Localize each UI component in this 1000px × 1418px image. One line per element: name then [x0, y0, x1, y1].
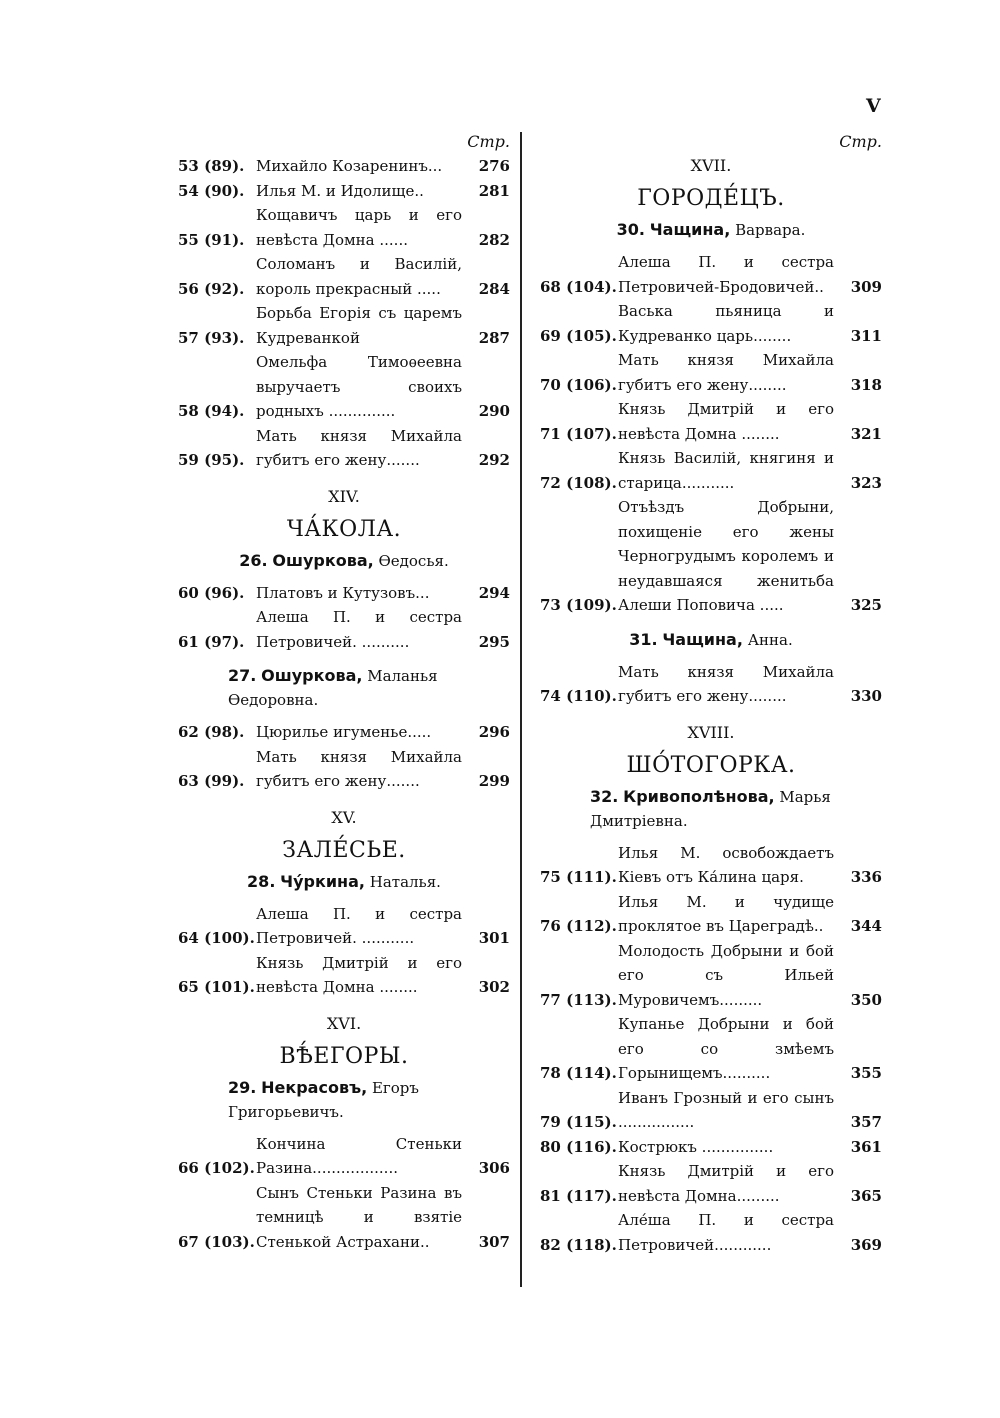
singer-heading [178, 1076, 510, 1124]
toc-entry [178, 581, 510, 606]
toc-entry [540, 495, 882, 618]
entry-number: 80 (116). [540, 1137, 617, 1156]
section-roman-numeral: XV. [331, 807, 357, 827]
entry-page: 296 [478, 723, 510, 741]
entry-title: Алеша П. и сестра Петровичей. ........... [256, 904, 462, 947]
entry-page: 318 [850, 375, 882, 394]
toc-entry [540, 841, 882, 890]
entry-number: 55 (91). [178, 230, 245, 249]
singer-heading [178, 664, 510, 712]
entry-number: 73 (109). [540, 596, 617, 614]
entry-number: 67 (103). [178, 1232, 255, 1251]
entry-page: 276 [478, 157, 510, 175]
entry-title: Алеша П. и сестра Петровичей-Бродовичей.. [618, 253, 834, 296]
entry-title: Князь Дмитрій и его невѣста Домна......... [618, 1162, 834, 1205]
singer-number: 31. [629, 629, 658, 649]
entry-page: 282 [478, 230, 510, 249]
singer-given-name: Егоръ Григорьевичъ. [228, 1078, 419, 1121]
singer-surname: Чащина, [662, 629, 743, 649]
toc-entry [178, 1132, 510, 1181]
entry-number: 79 (115). [540, 1113, 617, 1131]
toc-entry [178, 179, 510, 204]
entry-number: 53 (89). [178, 157, 245, 175]
toc-entry [540, 446, 882, 495]
section-place-name: ГОРОДЕ́ЦЪ. [637, 186, 785, 211]
singer-heading [540, 628, 882, 652]
entry-page: 355 [850, 1064, 882, 1082]
singer-given-name: Анна. [742, 630, 793, 649]
toc-entry [178, 203, 510, 252]
entry-number: 75 (111). [540, 868, 617, 886]
entry-title: Васька пьяница и Кудреванко царь........ [618, 302, 834, 345]
entry-number: 63 (99). [178, 772, 245, 790]
entries-block [178, 154, 510, 473]
entry-page: 325 [850, 596, 882, 614]
entry-number: 77 (113). [540, 990, 617, 1009]
toc-entry [540, 1086, 882, 1135]
toc-entry [540, 299, 882, 348]
entry-page: 284 [478, 279, 510, 298]
singer-number: 32. [590, 786, 619, 806]
entry-title: Алеша П. и сестра Петровичей. .......... [256, 608, 462, 651]
entry-page: 281 [478, 181, 510, 200]
entry-title: Илья М. освобождаетъ Кіевъ отъ Ка́лина царя. [618, 843, 834, 886]
section-place-name: ЗАЛЕ́СЬЕ. [282, 837, 406, 863]
toc-entry [540, 348, 882, 397]
singer-heading [540, 218, 882, 242]
entry-page: 287 [478, 328, 510, 347]
entry-number: 61 (97). [178, 632, 245, 651]
right-column [540, 130, 882, 1257]
toc-entry [178, 252, 510, 301]
entry-page: 299 [478, 772, 510, 790]
singer-given-name: Маланья Ѳедоровна. [228, 667, 438, 709]
singer-given-name: Ѳедосья. [373, 551, 449, 570]
entry-title: Илья М. и чудище проклятое въ Цареградѣ.. [618, 892, 834, 935]
page-number: V [866, 95, 881, 117]
entry-title: Князь Василій, княгиня и старица........... [618, 449, 834, 492]
entry-title: Цюрилье игуменье..... [256, 723, 432, 741]
entry-title: Кончина Стеньки Разина.................. [256, 1134, 462, 1177]
toc-entry [540, 1159, 882, 1208]
entry-page: 292 [478, 451, 510, 469]
section-roman-numeral: XVIII. [687, 722, 735, 742]
entry-page: 321 [850, 424, 882, 443]
toc-entry [178, 720, 510, 745]
singer-surname: Некрасовъ, [261, 1077, 368, 1097]
entry-title: Мать князя Михайла губитъ его жену....... [256, 747, 462, 790]
toc-entry [540, 1135, 882, 1160]
singer-given-name: Наталья. [364, 872, 441, 891]
section-roman-numeral: XVII. [690, 156, 732, 175]
toc-entry [178, 951, 510, 1000]
entry-title: Соломанъ и Василій, король прекрасный ..... [256, 255, 462, 298]
singer-surname: Ошуркова, [261, 666, 363, 685]
entry-page: 309 [850, 277, 882, 296]
entry-page: 369 [850, 1235, 882, 1254]
section-roman-numeral: XIV. [328, 486, 360, 506]
entry-page: 344 [850, 917, 882, 935]
toc-entry [178, 605, 510, 654]
section-place-name: ВѢ́ЕГОРЫ. [279, 1043, 409, 1069]
entry-title: Борьба Егорія съ царемъ Кудреванкой [256, 304, 462, 347]
entry-page: 302 [478, 978, 510, 996]
entry-number: 72 (108). [540, 473, 617, 492]
entry-page: 307 [478, 1232, 510, 1251]
singer-number: 27. [228, 666, 257, 685]
entry-page: 357 [850, 1113, 882, 1131]
entry-title: Михайло Козаренинъ... [256, 157, 443, 175]
entry-number: 60 (96). [178, 583, 245, 602]
entry-page: 350 [850, 990, 882, 1009]
toc-entry [178, 301, 510, 350]
entry-number: 74 (110). [540, 687, 617, 705]
toc-entry [178, 902, 510, 951]
entry-number: 68 (104). [540, 277, 617, 296]
entry-title: Купанье Добрыни и бой его со змѣемъ Горынищемъ.......... [618, 1015, 834, 1082]
singer-surname: Чащина, [649, 220, 731, 239]
singer-given-name: Варвара. [730, 221, 806, 239]
entry-title: Князь Дмитрій и его невѣста Домна ........ [618, 400, 834, 443]
entry-title: Князь Дмитрій и его невѣста Домна ........ [256, 953, 462, 996]
entry-number: 59 (95). [178, 451, 245, 469]
entry-title: Омельфа Тимоѳеевна выручаетъ своихъ родныхъ .............. [256, 353, 462, 420]
page-column-header: Стр. [839, 132, 882, 151]
toc-entry [178, 424, 510, 473]
entry-page: 311 [850, 326, 882, 345]
toc-entry [540, 397, 882, 446]
singer-surname: Чу́ркина, [280, 871, 365, 891]
entry-number: 57 (93). [178, 328, 245, 347]
entry-number: 65 (101). [178, 978, 255, 996]
entry-page: 330 [850, 687, 882, 705]
toc-entry [540, 890, 882, 939]
entry-page: 361 [850, 1137, 882, 1156]
singer-number: 28. [247, 871, 276, 891]
page-column-header: Стр. [467, 132, 510, 151]
entry-number: 78 (114). [540, 1064, 617, 1082]
toc-entry [178, 154, 510, 179]
entry-title: Кострюкъ ............... [618, 1137, 774, 1156]
toc-entry [540, 660, 882, 709]
singer-surname: Ошуркова, [272, 550, 374, 570]
entry-number: 82 (118). [540, 1235, 617, 1254]
section-roman-numeral: XVI. [326, 1013, 362, 1033]
singer-given-name: Марья Дмитріевна. [590, 787, 831, 830]
singer-number: 30. [616, 220, 645, 239]
entry-title: Мать князя Михайла губитъ его жену....... [256, 426, 462, 469]
toc-entry [540, 250, 882, 299]
entry-title: Кощавичъ царь и его невѣста Домна ...... [256, 206, 462, 249]
singer-heading [178, 870, 510, 894]
column-divider [520, 132, 522, 1287]
entry-page: 365 [850, 1186, 882, 1205]
entry-title: Илья М. и Идолище.. [256, 181, 424, 200]
entry-number: 58 (94). [178, 402, 245, 420]
singer-number: 26. [239, 550, 268, 570]
entry-page: 290 [478, 402, 510, 420]
entry-page: 306 [478, 1159, 510, 1177]
entry-title: Иванъ Грозный и его сынъ ................ [618, 1088, 834, 1131]
entry-title: Мать князя Михайла губитъ его жену........ [618, 662, 834, 705]
entry-title: Сынъ Стеньки Разина въ темницѣ и взятіе Стенькой Астрахани.. [256, 1183, 462, 1251]
entry-page: 336 [850, 868, 882, 886]
entry-number: 70 (106). [540, 375, 617, 394]
entry-number: 66 (102). [178, 1159, 255, 1177]
entry-page: 301 [478, 929, 510, 947]
toc-entry [540, 1012, 882, 1086]
entry-number: 76 (112). [540, 917, 617, 935]
singer-number: 29. [228, 1077, 257, 1097]
toc-entry [540, 1208, 882, 1257]
toc-entry [178, 1181, 510, 1255]
entry-title: Молодость Добрыни и бой его съ Ильей Муровичемъ......... [618, 941, 834, 1009]
entry-number: 69 (105). [540, 326, 617, 345]
entry-page: 294 [478, 583, 510, 602]
entry-number: 56 (92). [178, 279, 245, 298]
section-place-name: ШО́ТОГОРКА. [626, 752, 796, 778]
entry-page: 295 [478, 632, 510, 651]
entry-title: Отъѣздъ Добрыни, похищеніе его жены Черногрудымъ королемъ и неудавшаяся женитьба Алеши Поповича ..... [618, 498, 834, 614]
entry-number: 54 (90). [178, 181, 245, 200]
toc-entry [540, 939, 882, 1013]
entry-title: Мать князя Михайла губитъ его жену........ [618, 351, 834, 394]
singer-surname: Кривополѣнова, [623, 786, 775, 806]
entry-title: Платовъ и Кутузовъ... [256, 583, 430, 602]
entry-number: 81 (117). [540, 1186, 617, 1205]
entry-number: 71 (107). [540, 424, 617, 443]
section-place-name: ЧА́КОЛА. [286, 516, 402, 542]
entry-title: Але́ша П. и сестра Петровичей............ [618, 1211, 834, 1254]
toc-entry [178, 745, 510, 794]
entry-page: 323 [850, 473, 882, 492]
entry-number: 62 (98). [178, 723, 245, 741]
entry-number: 64 (100). [178, 929, 255, 947]
toc-entry [178, 350, 510, 424]
singer-heading [540, 785, 882, 833]
left-column [178, 130, 510, 1254]
singer-heading [178, 549, 510, 573]
